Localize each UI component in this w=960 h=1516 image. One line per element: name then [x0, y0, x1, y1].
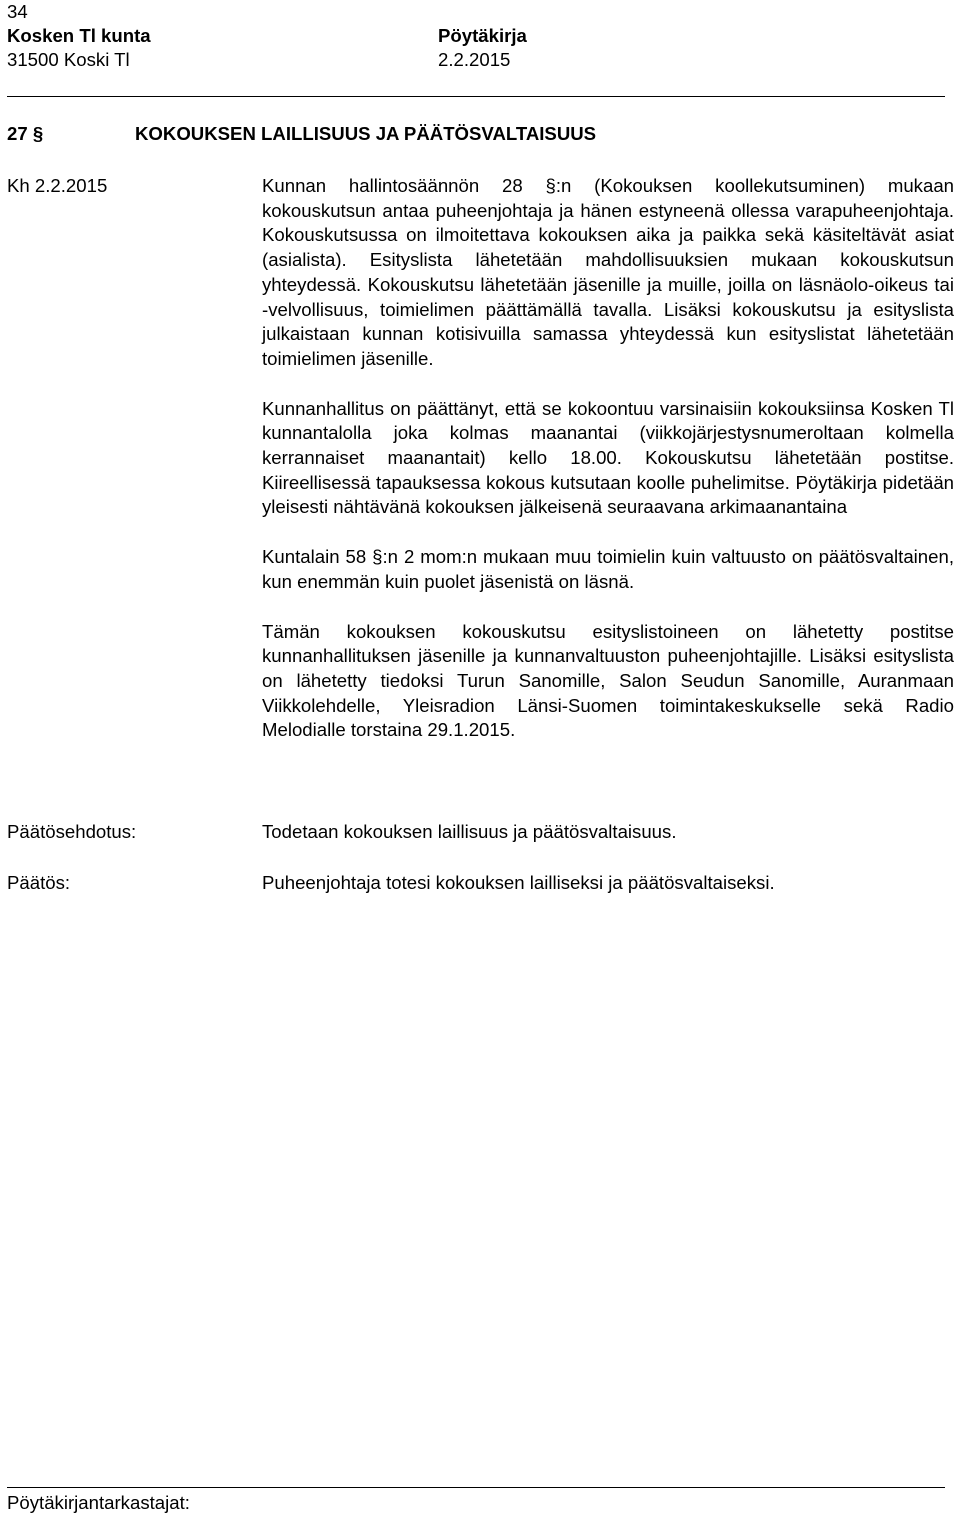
paragraph-meeting-schedule: Kunnanhallitus on päättänyt, että se kokoontuu varsinaisiin kokouksiinsa Kosken Tl kunnantalolla joka kolmas maanantai (viikkojärjestysnumeroltaan kolmella kerrannaiset maanantait) kello 18.00. Kokouskutsu lähetetään postitse. Kiireellisessä tapauksessa kokous kutsutaan koolle puhelimitse. Pöytäkirja pidetään yleisesti nähtävänä kokouksen jälkeisenä seuraavana arkimaanantaina: [262, 397, 954, 518]
body-text: [262, 174, 954, 768]
proposal-label: Päätösehdotus:: [7, 821, 137, 842]
paragraph-meeting-notice: Kunnan hallintosäännön 28 §:n (Kokouksen koollekutsuminen) mukaan kokouskutsun antaa puheenjohtaja ja hänen estyneenä ollessa varapuheenjohtaja. Kokouskutsussa on ilmoitettava kokouksen aika ja paikka sekä käsiteltävät asiat (asialista). Esityslista lähetetään mahdollisuuksien mukaan kokouskutsun yhteydessä. Kokouskutsu lähetetään jäsenille ja muille, joilla on läsnäolo-oikeus tai -velvollisuus, toimielimen päättämällä tavalla. Lisäksi kokouskutsu ja esityslista julkaistaan kunnan kotisivuilla samassa yhteydessä kun esityslistat lähetetään toimielimen jäsenille.: [262, 175, 954, 369]
decision-text: Puheenjohtaja totesi kokouksen lailliseksi ja päätösvaltaiseksi.: [262, 872, 775, 893]
header-rule: [7, 96, 945, 97]
section-title: KOKOUKSEN LAILLISUUS JA PÄÄTÖSVALTAISUUS: [135, 123, 597, 144]
municipality-name: Kosken Tl kunta: [7, 25, 151, 46]
document-date: 2.2.2015: [438, 49, 511, 70]
page-number: 34: [7, 1, 28, 22]
footer-rule: [7, 1487, 945, 1488]
paragraph-quorum-rule: Kuntalain 58 §:n 2 mom:n mukaan muu toimielin kuin valtuusto on päätösvaltainen, kun enemmän kuin puolet jäsenistä on läsnä.: [262, 546, 954, 592]
board-date: Kh 2.2.2015: [7, 175, 108, 196]
municipality-address: 31500 Koski Tl: [7, 49, 130, 70]
footer-reviewers-label: Pöytäkirjantarkastajat:: [7, 1492, 190, 1513]
section-number: 27 §: [7, 123, 44, 144]
paragraph-notice-sent: Tämän kokouksen kokouskutsu esityslistoineen on lähetetty postitse kunnanhallituksen jäsenille ja kunnanvaltuuston puheenjohtajille. Lisäksi esityslista on lähetetty tiedoksi Turun Sanomille, Salon Seudun Sanomille, Auranmaan Viikkolehdelle, Yleisradion Länsi-Suomen toimintakeskukselle sekä Radio Melodialle torstaina 29.1.2015.: [262, 620, 954, 741]
decision-label: Päätös:: [7, 872, 71, 893]
document-type: Pöytäkirja: [438, 25, 527, 46]
proposal-text: Todetaan kokouksen laillisuus ja päätösvaltaisuus.: [262, 821, 677, 842]
